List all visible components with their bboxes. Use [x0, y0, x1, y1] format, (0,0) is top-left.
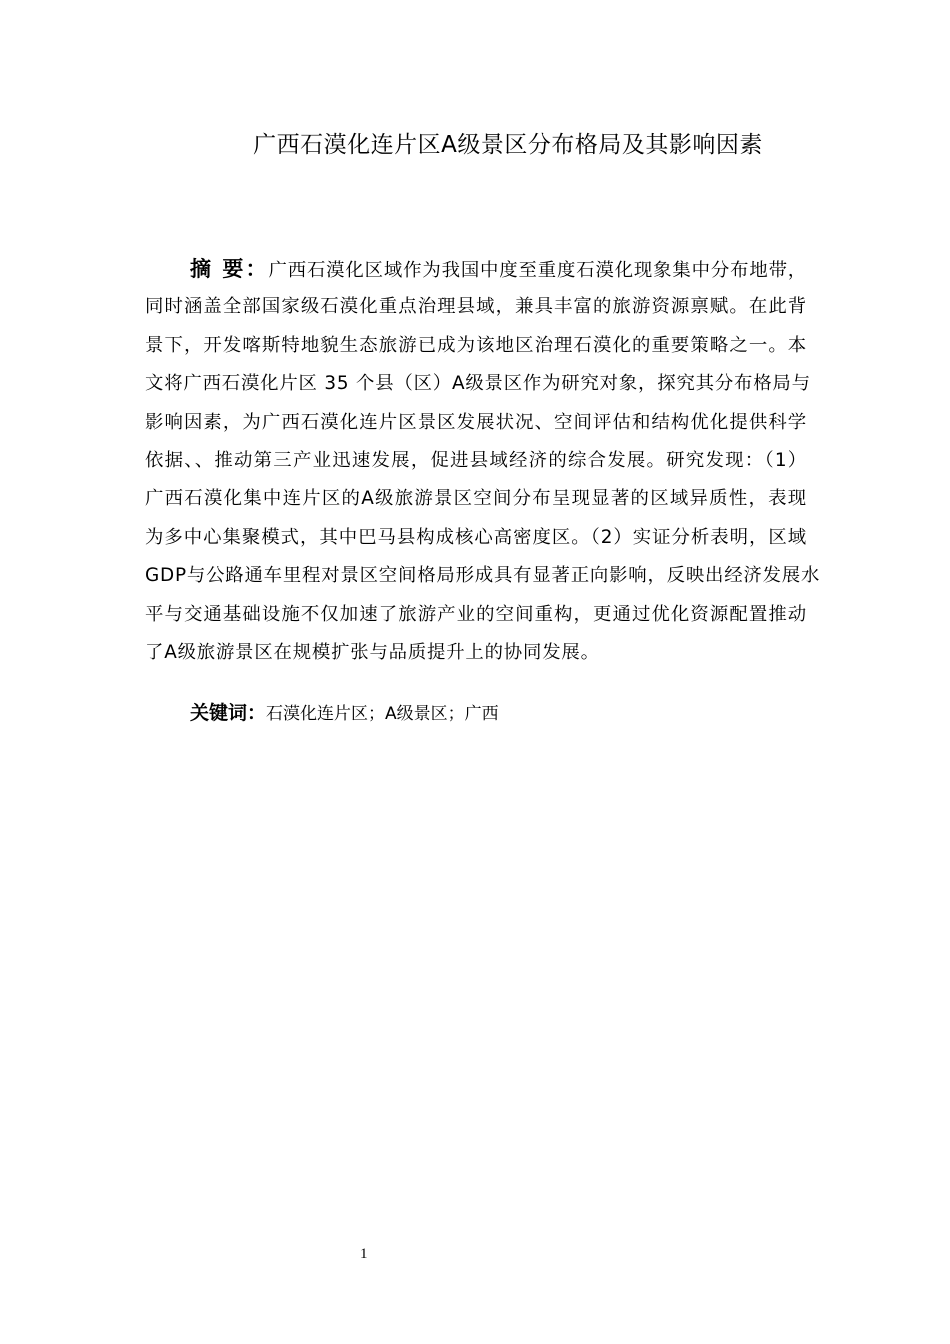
abstract-line: 为多中心集聚模式，其中巴马县构成核心高密度区。（2）实证分析表明，区域	[145, 526, 807, 548]
paper-title: 广西石漠化连片区A级景区分布格局及其影响因素	[253, 132, 763, 158]
keywords-label: 关键词：	[190, 702, 267, 724]
abstract-text: 广西石漠化区域作为我国中度至重度石漠化现象集中分布地带，	[268, 260, 807, 281]
abstract-line: GDP与公路通车里程对景区空间格局形成具有显著正向影响，反映出经济发展水	[145, 565, 821, 587]
keywords-text: 石漠化连片区；A级景区；广西	[266, 704, 499, 724]
abstract-line: 同时涵盖全部国家级石漠化重点治理县域，兼具丰富的旅游资源禀赋。在此背	[145, 296, 807, 318]
abstract-line: 文将广西石漠化片区 35 个县（区）A级景区作为研究对象，探究其分布格局与	[145, 373, 811, 395]
abstract-line: 景下，开发喀斯特地貌生态旅游已成为该地区治理石漠化的重要策略之一。本	[145, 334, 807, 356]
abstract-label: 摘 要：	[190, 257, 269, 281]
abstract-line: 依据、、推动第三产业迅速发展，促进县域经济的综合发展。研究发现：（1）	[145, 449, 807, 471]
abstract	[145, 250, 821, 672]
keywords	[190, 694, 499, 733]
abstract-line: 影响因素，为广西石漠化连片区景区发展状况、空间评估和结构优化提供科学	[145, 411, 807, 433]
abstract-line	[145, 250, 807, 288]
abstract-line: 广西石漠化集中连片区的A级旅游景区空间分布呈现显著的区域异质性，表现	[145, 488, 807, 510]
page-number: 1	[360, 1246, 368, 1262]
abstract-line: 平与交通基础设施不仅加速了旅游产业的空间重构，更通过优化资源配置推动	[145, 603, 807, 625]
abstract-line: 了A级旅游景区在规模扩张与品质提升上的协同发展。	[145, 641, 600, 663]
